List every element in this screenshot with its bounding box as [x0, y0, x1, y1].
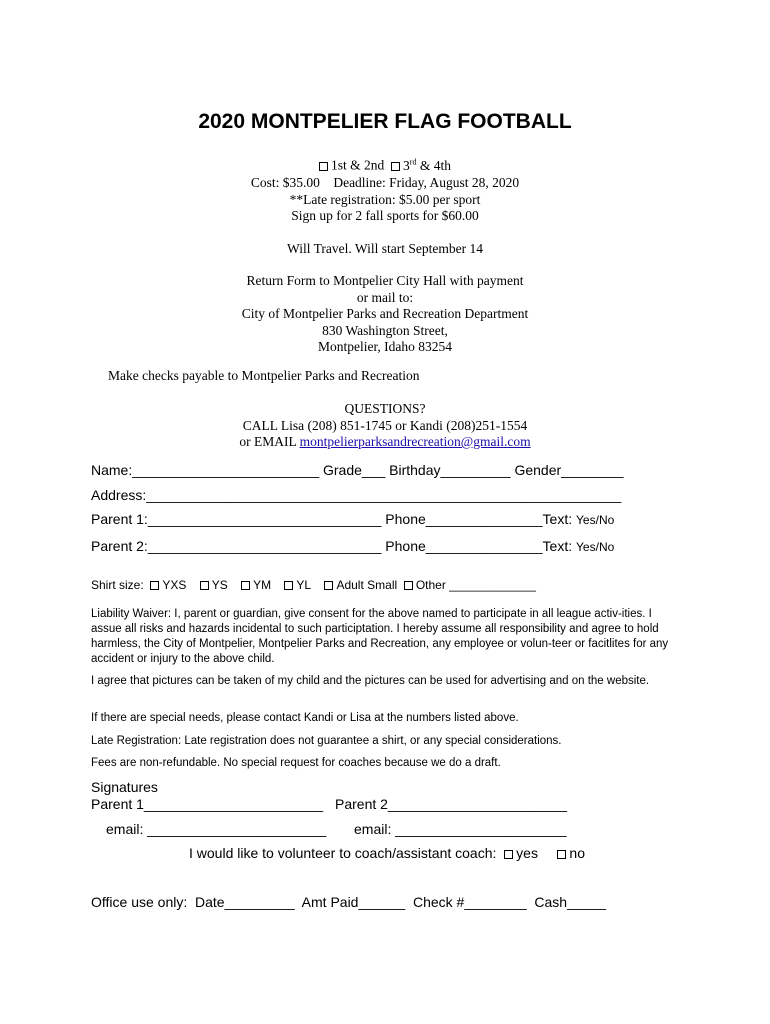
volunteer-no-label: no: [569, 845, 585, 861]
grade-3-4-checkbox[interactable]: [391, 162, 400, 171]
liability-waiver: Liability Waiver: I, parent or guardian, give consent for the above named to participate in all league activ-ities. I assue all risks and hazards incidental to such participtation. I hereby assume all responsibility and agree to hold harmless, the City of Montpelier, Montpelier Parks and Recreation, any employee or volun-teer or facitlites for any accident or injury to the above child.: [91, 608, 669, 665]
late-registration-note: Late Registration: Late registration does not guarantee a shirt, or any special considerations.: [91, 735, 562, 747]
volunteer-yes-label: yes: [516, 845, 538, 861]
email2-line[interactable]: email: ______________________: [354, 821, 567, 837]
shirt-ym-label: YM: [253, 578, 272, 592]
email-line: or EMAIL montpelierparksandrecreation@gmail.com: [239, 434, 531, 449]
return-line-1: Return Form to Montpelier City Hall with payment: [246, 273, 524, 288]
shirt-yl-checkbox[interactable]: [284, 581, 293, 590]
office-use-line: Office use only: Date_________ Amt Paid______ Check #________ Cash_____: [91, 894, 607, 910]
volunteer-row: [189, 845, 585, 861]
questions-block: [0, 401, 770, 451]
grade-options: [0, 154, 770, 174]
name-grade-birthday-gender-line[interactable]: Name:________________________ Grade___ Birthday_________ Gender________: [91, 462, 624, 478]
email1-line[interactable]: email: _______________________: [106, 821, 327, 837]
shirt-size-label: Shirt size:: [91, 578, 148, 592]
shirt-other-label: Other _____________: [415, 578, 536, 592]
shirt-ys-label: YS: [211, 578, 228, 592]
pictures-consent: I agree that pictures can be taken of my child and the pictures can be used for advertising and on the website.: [91, 675, 650, 687]
return-line-4: 830 Washington Street,: [322, 322, 448, 338]
return-line-3: City of Montpelier Parks and Recreation Department: [241, 306, 529, 321]
grade-1-2-checkbox[interactable]: [319, 162, 328, 171]
fees-note: Fees are non-refundable. No special request for coaches because we do a draft.: [91, 757, 501, 769]
fall-line: Sign up for 2 fall sports for $60.00: [291, 208, 479, 223]
cost-line: Cost: $35.00 Deadline: Friday, August 28, 2020: [250, 175, 520, 190]
shirt-yl-label: YL: [296, 578, 312, 592]
late-line: **Late registration: $5.00 per sport: [289, 191, 481, 207]
parent2-phone-line[interactable]: Parent 2:______________________________ Phone_______________Text: Yes/No: [91, 538, 615, 554]
call-line: CALL Lisa (208) 851-1745 or Kandi (208)251-1554: [242, 417, 528, 433]
special-needs-note: If there are special needs, please contact Kandi or Lisa at the numbers listed above.: [91, 712, 519, 724]
parent1-text-options: Yes/No: [576, 513, 615, 527]
return-address: [0, 273, 770, 356]
volunteer-prompt: I would like to volunteer to coach/assistant coach:: [189, 845, 501, 861]
shirt-adult-small-label: Adult Small: [336, 578, 398, 592]
return-line-2: or mail to:: [356, 289, 414, 305]
grade-1-2-label: 1st & 2nd: [331, 157, 385, 173]
volunteer-no-checkbox[interactable]: [557, 850, 566, 859]
parent2-signature-line[interactable]: Parent 2_______________________: [335, 796, 568, 812]
volunteer-yes-checkbox[interactable]: [504, 850, 513, 859]
signatures-heading: Signatures: [91, 779, 158, 795]
shirt-other-checkbox[interactable]: [404, 581, 413, 590]
questions-heading: QUESTIONS?: [344, 401, 426, 416]
address-line[interactable]: Address:_____________________________________________________________: [91, 487, 622, 503]
grade-3-4-label: 3rd & 4th: [403, 157, 451, 173]
form-title: 2020 MONTPELIER FLAG FOOTBALL: [198, 110, 572, 133]
parent1-phone-line[interactable]: Parent 1:______________________________ Phone_______________Text: Yes/No: [91, 511, 615, 527]
shirt-ys-checkbox[interactable]: [200, 581, 209, 590]
shirt-adult-small-checkbox[interactable]: [324, 581, 333, 590]
shirt-size-row: [91, 578, 536, 592]
shirt-yxs-label: YXS: [162, 578, 187, 592]
parent1-signature-line[interactable]: Parent 1_______________________: [91, 796, 324, 812]
return-line-5: Montpelier, Idaho 83254: [317, 339, 453, 354]
cost-info: [0, 175, 770, 225]
shirt-yxs-checkbox[interactable]: [150, 581, 159, 590]
checks-payable: Make checks payable to Montpelier Parks and Recreation: [108, 368, 420, 383]
travel-line: Will Travel. Will start September 14: [287, 241, 483, 256]
parent2-text-options: Yes/No: [576, 540, 615, 554]
email-link[interactable]: montpelierparksandrecreation@gmail.com: [299, 434, 531, 449]
shirt-ym-checkbox[interactable]: [241, 581, 250, 590]
